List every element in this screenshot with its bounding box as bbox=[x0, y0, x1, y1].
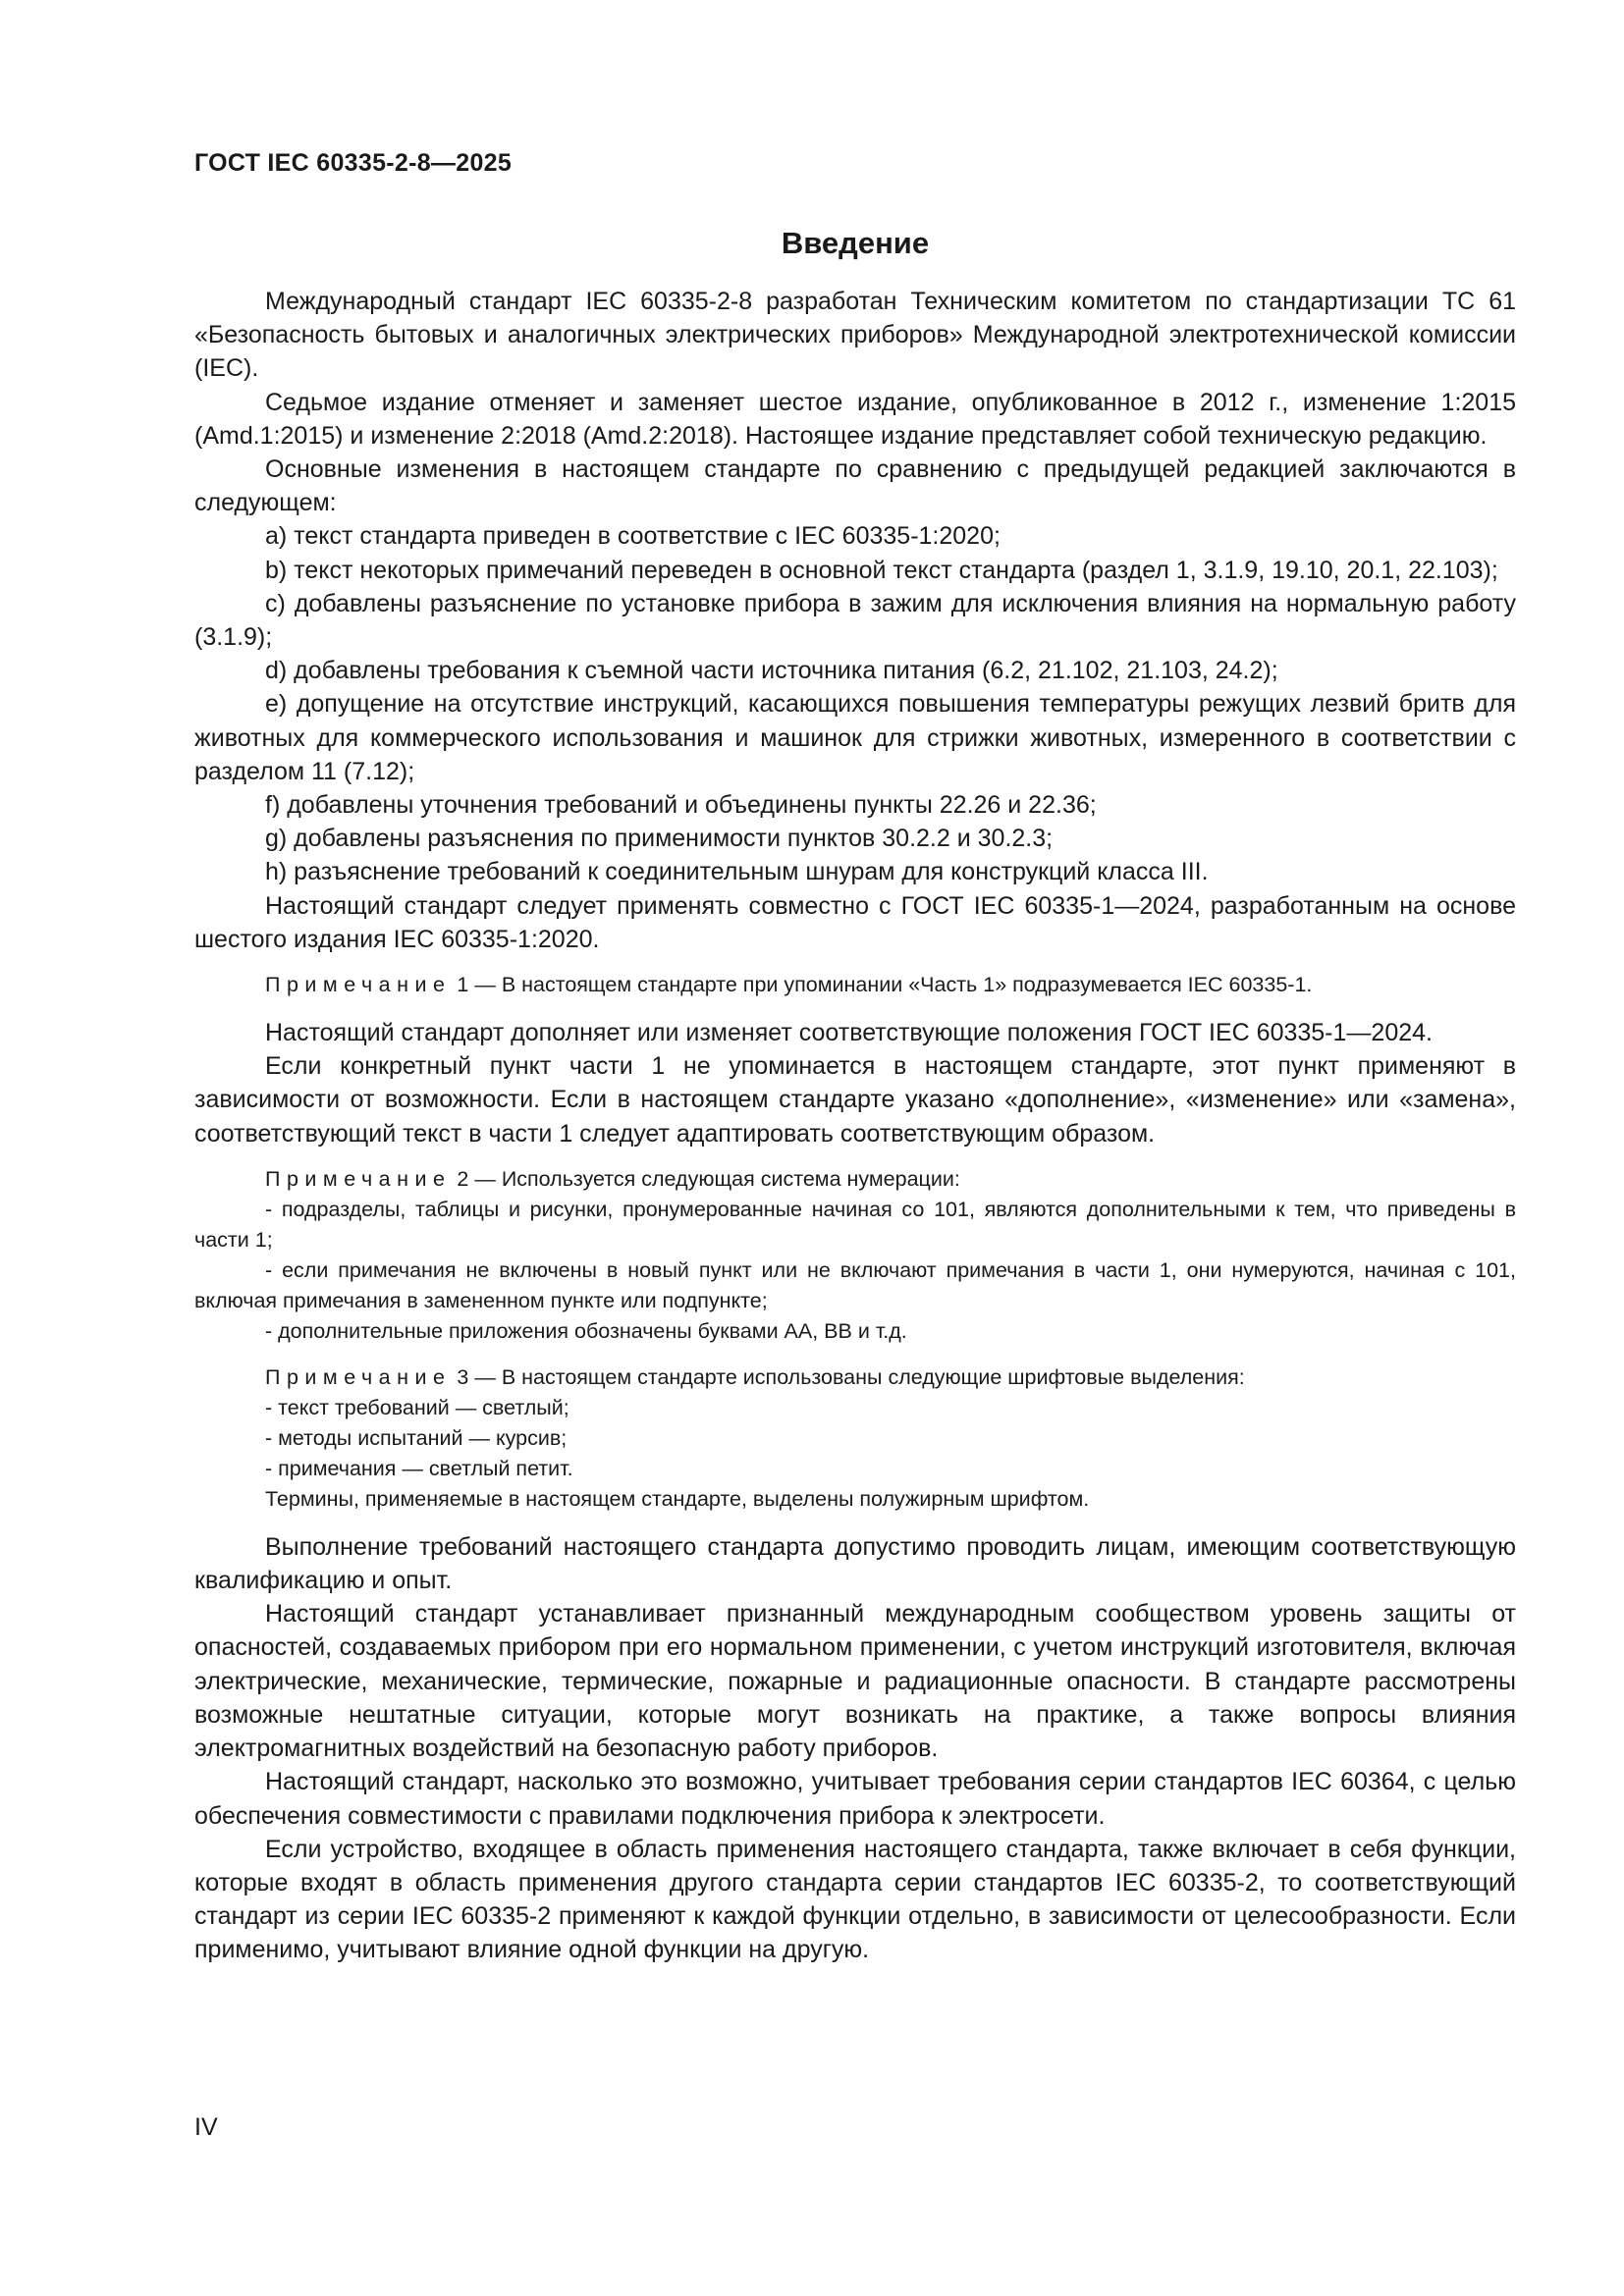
note-line: - методы испытаний — курсив; bbox=[265, 1425, 568, 1450]
note-label: Примечание bbox=[265, 973, 452, 997]
note-1 bbox=[194, 970, 1516, 1000]
paragraph: Настоящий стандарт дополняет или изменяет соответствующие положения ГОСТ IEC 60335-1—2024. bbox=[265, 1019, 1433, 1047]
note-label: Примечание bbox=[265, 1364, 452, 1389]
note-3-text bbox=[194, 1362, 1516, 1393]
list-item-e: e) допущение на отсутствие инструкций, касающихся повышения температуры режущих лезвий бритв для животных для коммерческого использования и машинок для стрижки животных, измеренного в соответствии с разделом 11 (7.12); bbox=[194, 690, 1516, 785]
list-item-d: d) добавлены требования к съемной части источника питания (6.2, 21.102, 21.103, 24.2); bbox=[265, 657, 1278, 685]
paragraph: Седьмое издание отменяет и заменяет шестое издание, опубликованное в 2012 г., изменение 1:2015 (Amd.1:2015) и изменение 2:2018 (Amd.2:2018). Настоящее издание представляет собой техническую редакцию. bbox=[194, 388, 1516, 450]
paragraph: Международный стандарт IEC 60335-2-8 разработан Техническим комитетом по стандартизации ТС 61 «Безопасность бытовых и аналогичных электрических приборов» Международной электротехнической комиссии (IEC). bbox=[194, 288, 1516, 383]
note-2-text bbox=[194, 1164, 1516, 1195]
paragraph: Настоящий стандарт следует применять совместно с ГОСТ IEC 60335-1—2024, разработанным на основе шестого издания IEC 60335-1:2020. bbox=[194, 891, 1516, 953]
note-2 bbox=[194, 1164, 1516, 1347]
paragraph: Настоящий стандарт, насколько это возможно, учитывает требования серии стандартов IEC 60364, с целью обеспечения совместимости с правилами подключения прибора к электросети. bbox=[194, 1768, 1516, 1830]
paragraph: Настоящий стандарт устанавливает признанный международным сообществом уровень защиты от опасностей, создаваемых прибором при его нормальном применении, с учетом инструкций изготовителя, включая электрические, механические, термические, пожарные и радиационные опасности. В стандарте рассмотрены возможные нештатные ситуации, которые могут возникать на практике, а также вопросы влияния электромагнитных воздействий на безопасную работу приборов. bbox=[194, 1600, 1516, 1763]
note-3 bbox=[194, 1362, 1516, 1515]
list-item-f: f) добавлены уточнения требований и объединены пункты 22.26 и 22.36; bbox=[265, 791, 1097, 820]
list-item-c: c) добавлены разъяснение по установке прибора в зажим для исключения влияния на нормальную работу (3.1.9); bbox=[194, 589, 1516, 652]
note-body: 2 — Используется следующая система нумерации: bbox=[451, 1166, 960, 1191]
paragraph: Если конкретный пункт части 1 не упоминается в настоящем стандарте, этот пункт применяют в зависимости от возможности. Если в настоящем стандарте указано «дополнение», «изменение» или «замена», соответствующий текст в части 1 следует адаптировать соответствующим образом. bbox=[194, 1052, 1516, 1148]
note-line: Термины, применяемые в настоящем стандарте, выделены полужирным шрифтом. bbox=[265, 1486, 1090, 1511]
section-title: Введение bbox=[781, 226, 930, 260]
list-item-g: g) добавлены разъяснения по применимости пунктов 30.2.2 и 30.2.3; bbox=[265, 825, 1054, 853]
list-item-a: a) текст стандарта приведен в соответствие с IEC 60335-1:2020; bbox=[265, 522, 1001, 551]
note-line: - текст требований — светлый; bbox=[265, 1395, 569, 1419]
note-1-text bbox=[194, 970, 1516, 1000]
paragraph: Основные изменения в настоящем стандарте по сравнению с предыдущей редакцией заключаются в следующем: bbox=[194, 455, 1516, 517]
note-body: 1 — В настоящем стандарте при упоминании «Часть 1» подразумевается IEC 60335-1. bbox=[451, 973, 1313, 997]
document-code: ГОСТ IEC 60335-2-8—2025 bbox=[194, 149, 513, 177]
note-line: - дополнительные приложения обозначены буквами АА, ВВ и т.д. bbox=[265, 1318, 907, 1343]
paragraph: Если устройство, входящее в область применения настоящего стандарта, также включает в себя функции, которые входят в область применения другого стандарта серии стандартов IEC 60335-2, то соответствующий стандарт из серии IEC 60335-2 применяют к каждой функции отдельно, в зависимости от целесообразности. Если применимо, учитывают влияние одной функции на другую. bbox=[194, 1835, 1516, 1964]
note-line: - если примечания не включены в новый пункт или не включают примечания в части 1, они нумеруются, начиная с 101, включая примечания в замененном пункте или подпункте; bbox=[194, 1257, 1516, 1312]
note-label: Примечание bbox=[265, 1166, 452, 1191]
note-body: 3 — В настоящем стандарте использованы следующие шрифтовые выделения: bbox=[451, 1364, 1245, 1389]
list-item-h: h) разъяснение требований к соединительным шнурам для конструкций класса III. bbox=[265, 858, 1209, 886]
note-line: - примечания — светлый петит. bbox=[265, 1456, 573, 1480]
page-number: IV bbox=[194, 2113, 218, 2141]
paragraph: Выполнение требований настоящего стандарта допустимо проводить лицам, имеющим соответствующую квалификацию и опыт. bbox=[194, 1532, 1516, 1595]
body-text bbox=[194, 285, 1516, 1967]
note-line: - подразделы, таблицы и рисунки, пронумерованные начиная со 101, являются дополнительными к тем, что приведены в части 1; bbox=[194, 1197, 1516, 1252]
list-item-b: b) текст некоторых примечаний переведен в основной текст стандарта (раздел 1, 3.1.9, 19.10, 20.1, 22.103); bbox=[265, 556, 1498, 584]
